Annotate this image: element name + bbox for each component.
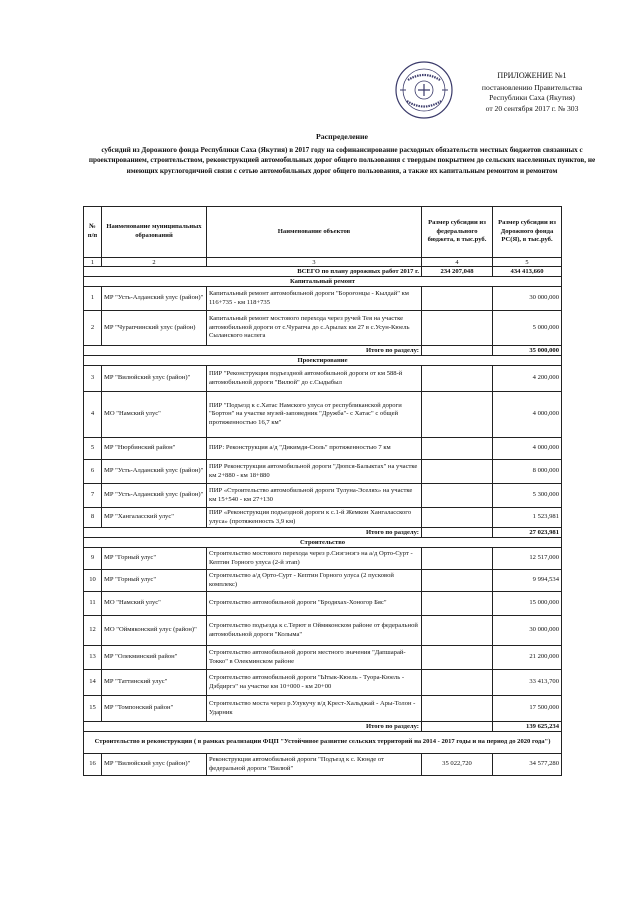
row-fund: 4 200,000 bbox=[493, 366, 562, 392]
row-object: ПИР "Реконструкция подъездной автомобильной дороги от км 588-й автомобильной дороги "Вилюй" до с.Сыдыбыл bbox=[207, 366, 422, 392]
row-number: 4 bbox=[84, 392, 102, 438]
appendix-line: Республики Саха (Якутия) bbox=[489, 93, 575, 103]
row-fund: 8 000,000 bbox=[493, 460, 562, 484]
row-municipality: МО "Намский улус" bbox=[102, 592, 207, 616]
row-object: ПИР Реконструкция автомобильной дороги "Дюпся-Балыктах" на участке км 2+880 - км 18+880 bbox=[207, 460, 422, 484]
row-federal bbox=[422, 548, 493, 570]
row-object: Строительство автомобильной дороги местного значения "Дапшарай-Токко" в Олекминском районе bbox=[207, 646, 422, 670]
table-row bbox=[84, 548, 562, 570]
row-object: Капитальный ремонт мостового перехода через ручей Тея на участке автомобильной дороги от с.Чурапча до с.Арылах км 27 в с.Усун-Кюель Сыланского наслега bbox=[207, 311, 422, 346]
table-row bbox=[84, 616, 562, 646]
row-municipality: МР "Горный улус" bbox=[102, 548, 207, 570]
row-federal bbox=[422, 646, 493, 670]
row-object: Строительство мостового перехода через р.Сиэгэнэгэ на а/д Орто-Сурт - Кептин Горного улуса (2-й этап) bbox=[207, 548, 422, 570]
row-municipality: МР "Вилюйский улус (район)" bbox=[102, 754, 207, 776]
row-federal bbox=[422, 366, 493, 392]
header-object: Наименование объектов bbox=[207, 207, 422, 258]
row-municipality: МР "Томпонский район" bbox=[102, 696, 207, 722]
table-row bbox=[84, 311, 562, 346]
table-row bbox=[84, 366, 562, 392]
row-number: 16 bbox=[84, 754, 102, 776]
row-object: ПИР: Реконструкция а/д "Дикимдя-Сюль" протяженностью 7 км bbox=[207, 438, 422, 460]
row-municipality: МР "Усть-Алданский улус (район)" bbox=[102, 484, 207, 508]
row-federal bbox=[422, 616, 493, 646]
row-fund: 5 300,000 bbox=[493, 484, 562, 508]
header-fund-subsidy: Размер субсидии из Дорожного фонда РС(Я), в тыс.руб. bbox=[493, 207, 562, 258]
row-object: Реконструкция автомобильной дороги "Подъезд к с. Кюнде от федеральной дороги "Вилюй" bbox=[207, 754, 422, 776]
row-object: Строительство моста через р.Улукучу в/д Крест-Хальджай - Ары-Толон - Ударник bbox=[207, 696, 422, 722]
official-seal bbox=[394, 60, 454, 120]
column-index: 5 bbox=[493, 258, 562, 267]
row-fund: 9 994,534 bbox=[493, 570, 562, 592]
row-object: Строительство подъезда к с.Терют в Оймяконском районе от федеральной автомобильной дороги "Колыма" bbox=[207, 616, 422, 646]
row-number: 5 bbox=[84, 438, 102, 460]
table-row bbox=[84, 438, 562, 460]
row-number: 6 bbox=[84, 460, 102, 484]
fcp-section-title: Строительство и реконструкция ( в рамках реализации ФЦП "Устойчивое развитие сельских территорий на 2014 - 2017 годы и на период до 2020 года") bbox=[84, 732, 562, 754]
row-municipality: МР "Усть-Алданский улус (район)" bbox=[102, 460, 207, 484]
header-number: № п/п bbox=[84, 207, 102, 258]
row-fund: 4 000,000 bbox=[493, 438, 562, 460]
row-fund: 17 500,000 bbox=[493, 696, 562, 722]
table-row bbox=[84, 392, 562, 438]
row-fund: 4 000,000 bbox=[493, 392, 562, 438]
row-number: 8 bbox=[84, 508, 102, 528]
column-index: 1 bbox=[84, 258, 102, 267]
row-number: 9 bbox=[84, 548, 102, 570]
table-row bbox=[84, 287, 562, 311]
row-federal bbox=[422, 484, 493, 508]
row-number: 11 bbox=[84, 592, 102, 616]
subtotal-fund: 35 000,000 bbox=[493, 346, 562, 356]
row-object: Строительство а/д Орто-Сурт - Кептин Горного улуса (2 пусковой комплекс) bbox=[207, 570, 422, 592]
row-municipality: МР "Нюрбинский район" bbox=[102, 438, 207, 460]
row-object: ПИР «Строительство автомобильной дороги Тулуна-Эселях» на участке км 15+540 - км 27+130 bbox=[207, 484, 422, 508]
table-row bbox=[84, 592, 562, 616]
grand-total-fund: 434 413,660 bbox=[493, 267, 562, 277]
section-subtotal-row bbox=[84, 346, 562, 356]
title-heading: Распределение bbox=[316, 132, 368, 141]
table-row bbox=[84, 484, 562, 508]
row-object: Строительство автомобильной дороги "Ытык-Кюель - Туора-Кюель - Дэбдиргэ" на участке км 10+000 - км 20+00 bbox=[207, 670, 422, 696]
column-index: 3 bbox=[207, 258, 422, 267]
row-municipality: МР "Олекминский район" bbox=[102, 646, 207, 670]
row-federal bbox=[422, 508, 493, 528]
table-row bbox=[84, 508, 562, 528]
grand-total-federal: 234 207,048 bbox=[422, 267, 493, 277]
section-title-row bbox=[84, 356, 562, 366]
section-subtotal-row bbox=[84, 722, 562, 732]
row-number: 3 bbox=[84, 366, 102, 392]
section-title: Строительство bbox=[84, 538, 562, 548]
row-number: 13 bbox=[84, 646, 102, 670]
appendix-line: от 20 сентября 2017 г. № 303 bbox=[485, 103, 579, 113]
column-index: 4 bbox=[422, 258, 493, 267]
row-federal bbox=[422, 592, 493, 616]
section-title-row bbox=[84, 538, 562, 548]
subtotal-fund: 139 625,234 bbox=[493, 722, 562, 732]
grand-total-label: ВСЕГО по плану дорожных работ 2017 г. bbox=[84, 267, 422, 277]
table-row bbox=[84, 670, 562, 696]
row-municipality: МО "Оймяконский улус (район)" bbox=[102, 616, 207, 646]
row-number: 12 bbox=[84, 616, 102, 646]
table-row bbox=[84, 646, 562, 670]
section-subtotal-row bbox=[84, 528, 562, 538]
header-federal-subsidy: Размер субсидии из федерального бюджета, в тыс.руб. bbox=[422, 207, 493, 258]
row-fund: 33 413,700 bbox=[493, 670, 562, 696]
column-index: 2 bbox=[102, 258, 207, 267]
row-municipality: МР "Горный улус" bbox=[102, 570, 207, 592]
row-federal bbox=[422, 570, 493, 592]
row-number: 1 bbox=[84, 287, 102, 311]
table-row bbox=[84, 570, 562, 592]
row-object: ПИР "Подъезд к с.Хатас Намского улуса от республиканской дороги "Бортон" на участке музей-заповедник "Дружба"- с Хатас" с общей протяженностью 16,7 км" bbox=[207, 392, 422, 438]
header-municipality: Наименование муниципальных образований bbox=[102, 207, 207, 258]
row-federal bbox=[422, 460, 493, 484]
subsidy-table bbox=[83, 206, 562, 776]
fcp-section-title-row bbox=[84, 732, 562, 754]
row-federal: 35 022,720 bbox=[422, 754, 493, 776]
section-title: Капитальный ремонт bbox=[84, 277, 562, 287]
row-fund: 12 517,000 bbox=[493, 548, 562, 570]
row-municipality: МР "Вилюйский улус (район)" bbox=[102, 366, 207, 392]
subtotal-federal bbox=[422, 528, 493, 538]
document-title bbox=[88, 132, 596, 176]
subtotal-label: Итого по разделу: bbox=[84, 722, 422, 732]
appendix-block bbox=[452, 71, 612, 114]
appendix-line: постановлению Правительства bbox=[481, 82, 583, 92]
row-number: 15 bbox=[84, 696, 102, 722]
row-fund: 1 523,981 bbox=[493, 508, 562, 528]
grand-total-row bbox=[84, 267, 562, 277]
row-number: 10 bbox=[84, 570, 102, 592]
row-federal bbox=[422, 670, 493, 696]
row-fund: 34 577,280 bbox=[493, 754, 562, 776]
row-federal bbox=[422, 696, 493, 722]
subtotal-federal bbox=[422, 346, 493, 356]
subtotal-fund: 27 023,981 bbox=[493, 528, 562, 538]
row-number: 2 bbox=[84, 311, 102, 346]
row-municipality: МО "Намский улус" bbox=[102, 392, 207, 438]
row-fund: 21 200,000 bbox=[493, 646, 562, 670]
subtotal-federal bbox=[422, 722, 493, 732]
row-number: 7 bbox=[84, 484, 102, 508]
row-object: Капитальный ремонт автомобильной дороги "Бороғонцы - Кылдай" км 116+735 - км 118+735 bbox=[207, 287, 422, 311]
row-federal bbox=[422, 287, 493, 311]
row-municipality: МР "Таттинский улус" bbox=[102, 670, 207, 696]
title-body: субсидий из Дорожного фонда Республики Саха (Якутия) в 2017 году на софинансирование расходных обязательств местных бюджетов связанных с проектированием, строительством, реконструкцией автомобильных дорог общего пользования с твердым покрытием до сельских населенных пунктов, не имеющих круглогодичной связи с сетью автомобильных дорог общего пользования, а также их капитальным ремонтом и ремонтом bbox=[88, 145, 596, 175]
row-municipality: МР "Хангаласский улус" bbox=[102, 508, 207, 528]
table-row bbox=[84, 696, 562, 722]
row-object: ПИР «Реконструкция подъездной дороги к с.1-й Жемкон Хангаласского улуса» (протяженность 3,9 км) bbox=[207, 508, 422, 528]
row-fund: 30 000,000 bbox=[493, 616, 562, 646]
column-index-row bbox=[84, 258, 562, 267]
row-object: Строительство автомобильной дороги "Бродяхах-Хоногор Бяс" bbox=[207, 592, 422, 616]
row-federal bbox=[422, 311, 493, 346]
row-federal bbox=[422, 438, 493, 460]
row-fund: 5 000,000 bbox=[493, 311, 562, 346]
section-title: Проектирование bbox=[84, 356, 562, 366]
row-municipality: МР "Усть-Алданский улус (район)" bbox=[102, 287, 207, 311]
row-municipality: МР "Чурапчинский улус (район) bbox=[102, 311, 207, 346]
row-fund: 30 000,000 bbox=[493, 287, 562, 311]
row-number: 14 bbox=[84, 670, 102, 696]
table-row bbox=[84, 754, 562, 776]
table-row bbox=[84, 460, 562, 484]
row-federal bbox=[422, 392, 493, 438]
row-fund: 15 000,000 bbox=[493, 592, 562, 616]
subtotal-label: Итого по разделу: bbox=[84, 528, 422, 538]
appendix-title: ПРИЛОЖЕНИЕ №1 bbox=[497, 71, 567, 80]
section-title-row bbox=[84, 277, 562, 287]
subtotal-label: Итого по разделу: bbox=[84, 346, 422, 356]
